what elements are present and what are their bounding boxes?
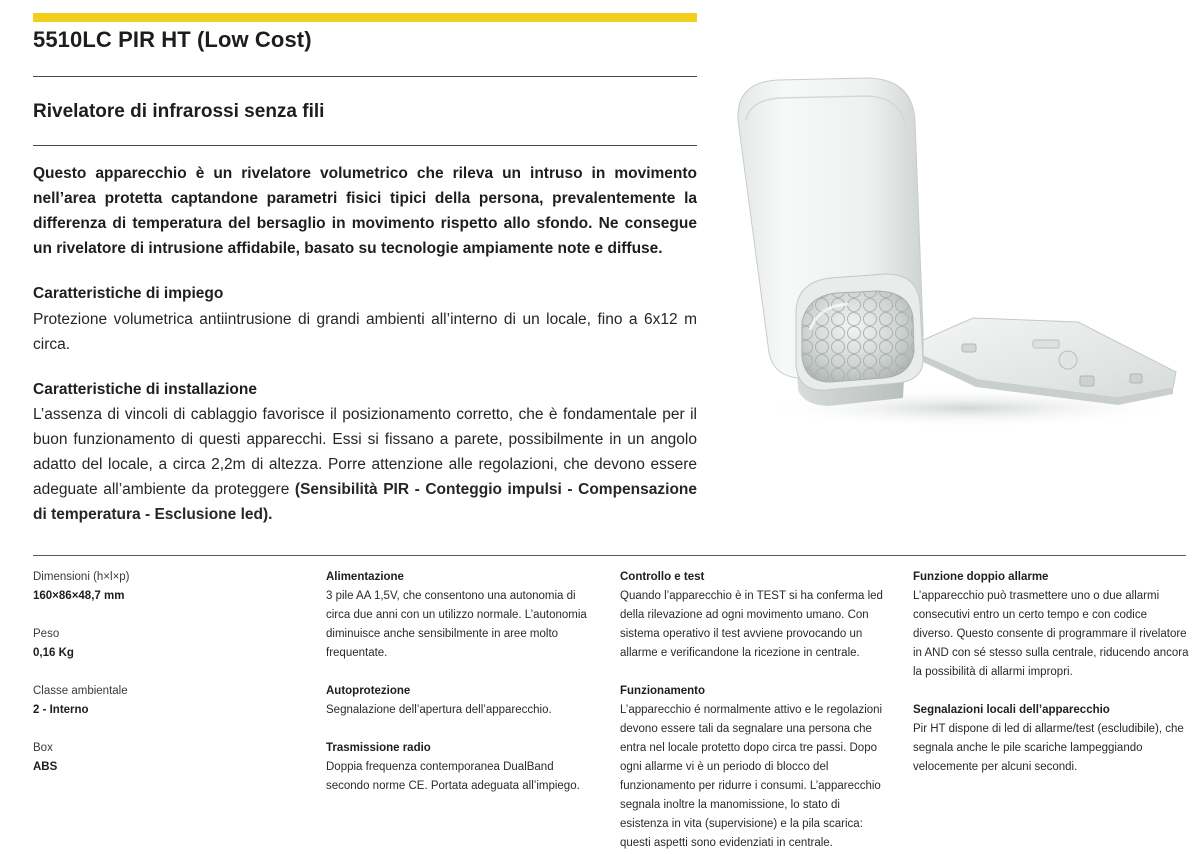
spec-value: 0,16 Kg: [33, 647, 74, 659]
usage-text: Protezione volumetrica antiintrusione di grandi ambienti all’interno di un locale, fino a 6x12 m circa.: [33, 311, 697, 353]
feature-text: Pir HT dispone di led di allarme/test (escludibile), che segnala anche le pile scariche lampeggiando velocemente per alcuni secondi.: [913, 723, 1184, 773]
installation-text: [33, 402, 697, 527]
feature-heading: Segnalazioni locali dell’apparecchio: [913, 704, 1110, 716]
feature-heading: Funzione doppio allarme: [913, 571, 1049, 583]
feature-operation: [620, 682, 888, 853]
spec-environment-class: [33, 682, 293, 720]
intro-paragraph: Questo apparecchio è un rivelatore volumetrico che rileva un intruso in movimento nell’area protetta captandone parametri fisici tipici della persona, prevalentemente la differenza di temperatura del bersaglio in movimento rispetto allo sfondo. Ne consegue un rivelatore di intrusione affidabile, basato su tecnologie ampiamente note e diffuse.: [33, 165, 697, 257]
feature-heading: Alimentazione: [326, 571, 404, 583]
divider-title: [33, 76, 697, 77]
feature-heading: Controllo e test: [620, 571, 705, 583]
feature-heading: Trasmissione radio: [326, 742, 431, 754]
feature-test: [620, 568, 888, 663]
feature-text: Doppia frequenza contemporanea DualBand secondo norme CE. Portata adeguata all’impiego.: [326, 761, 580, 792]
feature-text: Segnalazione dell’apertura dell’apparecchio.: [326, 704, 552, 716]
installation-body: L’assenza di vincoli di cablaggio favorisce il posizionamento corretto, che è fondamentale per il buon funzionamento di questi apparecchi. Essi si fissano a parete, possibilmente in un angolo adatto del locale, a circa 2,2m di altezza. Porre attenzione alle regolazioni, che devono essere adeguate all’ambiente da proteggere: [33, 406, 697, 498]
feature-tamper: [326, 682, 592, 720]
title-accent-bar: [33, 13, 697, 22]
spec-label: Box: [33, 742, 53, 754]
feature-text: L’apparecchio può trasmettere uno o due allarmi consecutivi entro un certo tempo e con codice diverso. Questo consente di programmare il rivelatore in AND con sé stesso sulla centrale, riducendo ancora la possibilità di allarmi impropri.: [913, 590, 1189, 678]
spec-dimensions: [33, 568, 293, 606]
installation-emphasis: (Sensibilità PIR - Conteggio impulsi - Compensazione di temperatura - Esclusione led).: [33, 481, 697, 523]
installation-heading: Caratteristiche di installazione: [33, 381, 257, 398]
spec-value: 2 - Interno: [33, 704, 89, 716]
feature-heading: Autoprotezione: [326, 685, 411, 697]
divider-subtitle: [33, 145, 697, 146]
feature-heading: Funzionamento: [620, 685, 705, 697]
divider-specs: [33, 555, 1186, 556]
page-title: 5510LC PIR HT (Low Cost): [33, 27, 312, 52]
feature-double-alarm: [913, 568, 1189, 682]
usage-heading: Caratteristiche di impiego: [33, 285, 224, 302]
feature-text: 3 pile AA 1,5V, che consentono una autonomia di circa due anni con un utilizzo normale. L’autonomia diminuisce anche sensibilmente in aree molto frequentate.: [326, 590, 587, 659]
feature-text: Quando l’apparecchio è in TEST si ha conferma led della rilevazione ad ogni movimento umano. Con sistema operativo il test avviene provocando un allarme e verificandone la ricezione in centrale.: [620, 590, 883, 659]
page-subtitle: Rivelatore di infrarossi senza fili: [33, 101, 325, 122]
spec-box: [33, 739, 293, 777]
feature-radio: [326, 739, 592, 796]
feature-local-signals: [913, 701, 1189, 777]
feature-text: L’apparecchio é normalmente attivo e le regolazioni devono essere tali da segnalare una persona che entra nel locale protetto dopo circa tre passi. Dopo ogni allarme vi è un periodo di blocco del funzionamento per ridurre i consumi. L’apparecchio segnala inoltre la manomissione, lo stato di esistenza in vita (supervisione) e la pila scarica: questi aspetti sono evidenziati in centrale.: [620, 704, 883, 849]
spec-label: Dimensioni (h×l×p): [33, 571, 130, 583]
spec-weight: [33, 625, 293, 663]
feature-power: [326, 568, 592, 663]
spec-label: Classe ambientale: [33, 685, 128, 697]
spec-value: ABS: [33, 761, 58, 773]
pir-detector-product-photo: [718, 60, 1188, 440]
spec-label: Peso: [33, 628, 60, 640]
spec-value: 160×86×48,7 mm: [33, 590, 125, 602]
